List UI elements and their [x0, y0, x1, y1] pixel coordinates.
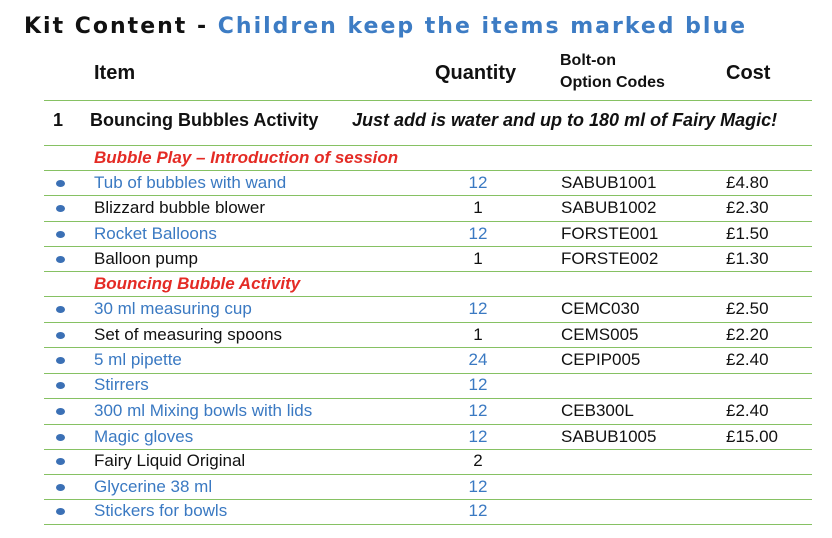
item-name: Rocket Balloons [94, 224, 217, 243]
item-code: FORSTE002 [561, 249, 659, 268]
item-quantity: 12 [468, 173, 488, 192]
header-quantity: Quantity [435, 62, 517, 84]
item-name: 5 ml pipette [94, 350, 182, 369]
item-name: Magic gloves [94, 427, 194, 446]
item-name: Set of measuring spoons [94, 325, 283, 344]
item-quantity: 1 [473, 249, 483, 268]
item-code: CEMS005 [561, 325, 639, 344]
section-heading: Bouncing Bubble Activity [94, 274, 301, 293]
table-divider [44, 100, 812, 101]
item-quantity: 12 [468, 401, 488, 420]
item-name: Stirrers [94, 375, 149, 394]
title-blue-note: Children keep the items marked blue [217, 14, 748, 39]
bullet-icon [56, 408, 65, 415]
header-codes-line2: Option Codes [560, 74, 665, 91]
bullet-icon [56, 256, 65, 263]
item-cost: £2.50 [726, 299, 769, 318]
item-code: FORSTE001 [561, 224, 659, 243]
item-quantity: 12 [468, 501, 488, 520]
item-quantity: 12 [468, 477, 488, 496]
item-name: Glycerine 38 ml [94, 477, 213, 496]
activity-note: Just add is water and up to 180 ml of Fairy Magic! [352, 110, 778, 130]
item-name: 300 ml Mixing bowls with lids [94, 401, 313, 420]
item-cost: £2.20 [726, 325, 769, 344]
item-name: Fairy Liquid Original [94, 451, 246, 470]
bullet-icon [56, 434, 65, 441]
title-kit-content: Kit Content - [24, 14, 218, 39]
item-cost: £1.30 [726, 249, 769, 268]
bullet-icon [56, 508, 65, 515]
table-row [0, 196, 832, 220]
item-quantity: 12 [468, 224, 488, 243]
table-row [0, 297, 832, 321]
item-code: CEMC030 [561, 299, 640, 318]
bullet-icon [56, 484, 65, 491]
item-quantity: 12 [468, 299, 488, 318]
table-row [0, 499, 832, 523]
item-name: Tub of bubbles with wand [94, 173, 287, 192]
item-cost: £1.50 [726, 224, 769, 243]
item-code: CEPIP005 [561, 350, 641, 369]
bullet-icon [56, 231, 65, 238]
item-cost: £2.40 [726, 401, 769, 420]
table-row [0, 425, 832, 449]
item-name: Blizzard bubble blower [94, 198, 266, 217]
activity-row [0, 106, 832, 136]
item-cost: £2.40 [726, 350, 769, 369]
header-codes-line1: Bolt-on [560, 52, 616, 69]
table-row [0, 222, 832, 246]
item-name: 30 ml measuring cup [94, 299, 252, 318]
activity-number: 1 [53, 110, 64, 130]
item-quantity: 1 [473, 198, 483, 217]
item-quantity: 24 [468, 350, 488, 369]
item-code: SABUB1002 [561, 198, 657, 217]
header-item: Item [94, 62, 136, 84]
table-row [0, 399, 832, 423]
bullet-icon [56, 332, 65, 339]
bullet-icon [56, 357, 65, 364]
table-row [0, 171, 832, 195]
item-cost: £15.00 [726, 427, 778, 446]
item-name: Balloon pump [94, 249, 198, 268]
bullet-icon [56, 458, 65, 465]
table-row [0, 247, 832, 271]
table-divider [44, 524, 812, 525]
item-code: CEB300L [561, 401, 634, 420]
section-heading: Bubble Play – Introduction of session [94, 148, 399, 167]
header-cost: Cost [726, 62, 771, 84]
bullet-icon [56, 306, 65, 313]
table-row [0, 475, 832, 499]
item-code: SABUB1001 [561, 173, 657, 192]
item-quantity: 2 [473, 451, 483, 470]
item-quantity: 12 [468, 427, 488, 446]
table-row [0, 348, 832, 372]
item-cost: £2.30 [726, 198, 769, 217]
item-quantity: 12 [468, 375, 488, 394]
item-name: Stickers for bowls [94, 501, 228, 520]
item-cost: £4.80 [726, 173, 769, 192]
activity-name: Bouncing Bubbles Activity [90, 110, 319, 130]
bullet-icon [56, 382, 65, 389]
table-row [0, 373, 832, 397]
page-title [24, 14, 747, 39]
item-quantity: 1 [473, 325, 483, 344]
table-row [0, 323, 832, 347]
bullet-icon [56, 180, 65, 187]
item-code: SABUB1005 [561, 427, 657, 446]
table-row [0, 449, 832, 473]
bullet-icon [56, 205, 65, 212]
